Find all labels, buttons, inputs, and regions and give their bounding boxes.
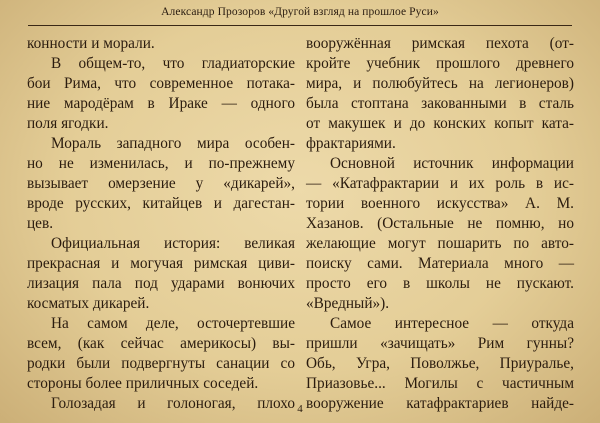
text-line: от макушек и до конских копыт ката-: [306, 115, 574, 132]
text-line: всем, (как сейчас америкосы) вы-: [27, 335, 295, 352]
text-line: косматых дикарей.: [27, 295, 150, 312]
text-column-left: [27, 34, 295, 414]
text-line: Мораль западного мира особен-: [51, 135, 295, 152]
text-column-right: [306, 34, 574, 414]
text-line: пришли «зачищать» Рим гунны?: [306, 335, 574, 352]
text-line: На самом деле, осточертевшие: [51, 315, 295, 332]
running-header: Александр Прозоров «Другой взгляд на прошлое Руси»: [161, 6, 439, 18]
page-number: 4: [297, 403, 303, 415]
text-line: фрактариями.: [306, 135, 396, 152]
header-divider: [28, 25, 572, 26]
text-line: родки были подвергнуты санации со: [27, 355, 295, 372]
text-line: — «Катафрактарии и их роль в ис-: [306, 175, 574, 192]
text-line: прекрасная и могучая римская циви-: [27, 255, 295, 272]
text-line: но не изменилась, и по-прежнему: [27, 155, 295, 172]
text-line: вызывает омерзение у «дикарей»,: [27, 175, 295, 192]
text-line: вооружённая римская пехота (от-: [306, 35, 574, 52]
text-line: желающие могут пошарить по авто-: [306, 235, 574, 252]
text-line: ние мародёрам в Ираке — одного: [27, 95, 295, 112]
text-line: «Вредный»).: [306, 295, 390, 312]
text-line: вроде русских, китайцев и дагестан-: [27, 195, 295, 212]
text-line: просто его в школы не пускают.: [306, 275, 574, 292]
text-line: лизация пала под ударами вонючих: [27, 275, 295, 292]
text-line: стороны более приличных соседей.: [27, 375, 259, 392]
text-line: Хазанов. (Остальные не помню, но: [306, 215, 574, 232]
text-line: Самое интересное — откуда: [330, 315, 574, 332]
text-line: цев.: [27, 215, 54, 232]
text-line: конности и морали.: [27, 35, 155, 52]
text-line: В общем-то, что гладиаторские: [51, 55, 295, 72]
text-line: бои Рима, что современное потака-: [27, 75, 295, 92]
text-line: Приазовье... Могилы с частичным: [306, 375, 574, 392]
text-line: была стоптана закованными в сталь: [306, 95, 574, 112]
text-line: поиску сами. Материала много —: [306, 255, 574, 272]
text-line: Голозадая и голоногая, плохо: [51, 395, 295, 412]
text-line: вооружение катафрактариев найде-: [306, 395, 574, 412]
text-line: Официальная история: великая: [51, 235, 295, 252]
text-line: тории военного искусства» А. М.: [306, 195, 574, 212]
text-line: мира, и полюбуйтесь на легионеров): [306, 75, 574, 92]
text-line: Обь, Угра, Поволжье, Приуралье,: [306, 355, 574, 372]
text-line: кройте учебник прошлого древнего: [306, 55, 574, 72]
text-line: Основной источник информации: [330, 155, 574, 172]
text-line: поля ягодки.: [27, 115, 109, 132]
